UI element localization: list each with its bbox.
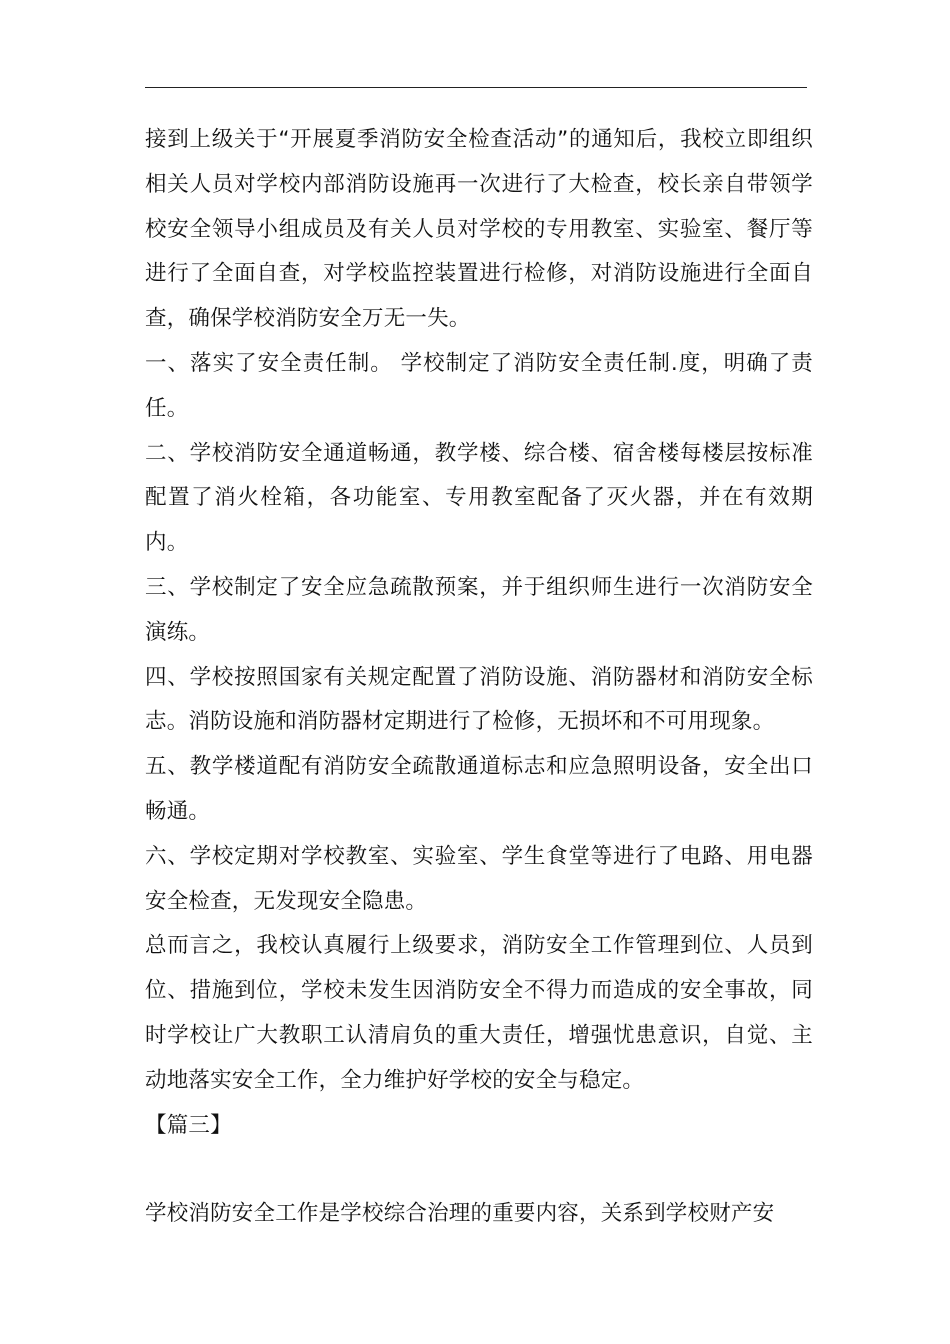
item-5-paragraph: 五、教学楼道配有消防安全疏散通道标志和应急照明设备，安全出口畅通。	[145, 754, 813, 824]
item-2-paragraph: 二、学校消防安全通道畅通，教学楼、综合楼、宿舍楼每楼层按标准配置了消火栓箱，各功能室、专用教室配备了灭火器，并在有效期内。	[145, 440, 813, 556]
document-body	[145, 118, 813, 1237]
item-3-paragraph: 三、学校制定了安全应急疏散预案，并于组织师生进行一次消防安全演练。	[145, 574, 813, 645]
item-6-paragraph: 六、学校定期对学校教室、实验室、学生食堂等进行了电路、用电器安全检查，无发现安全隐患。	[145, 843, 813, 914]
item-1-paragraph: 一、落实了安全责任制。 学校制定了消防安全责任制.度，明确了责任。	[145, 350, 813, 421]
intro-paragraph: 接到上级关于“开展夏季消防安全检查活动”的通知后，我校立即组织相关人员对学校内部消防设施再一次进行了大检查，校长亲自带领学校安全领导小组成员及有关人员对学校的专用教室、实验室、餐厅等进行了全面自查，对学校监控装置进行检修，对消防设施进行全面自查，确保学校消防安全万无一失。	[145, 127, 813, 332]
top-divider	[145, 87, 807, 88]
trailing-paragraph: 学校消防安全工作是学校综合治理的重要内容，关系到学校财产安	[145, 1201, 775, 1227]
section-heading: 【篇三】	[145, 1112, 232, 1138]
item-4-paragraph: 四、学校按照国家有关规定配置了消防设施、消防器材和消防安全标志。消防设施和消防器材定期进行了检修，无损坏和不可用现象。	[145, 664, 813, 735]
summary-paragraph: 总而言之，我校认真履行上级要求，消防安全工作管理到位、人员到位、措施到位，学校未发生因消防安全不得力而造成的安全事故，同时学校让广大教职工认清肩负的重大责任，增强忧患意识，自觉、主动地落实安全工作，全力维护好学校的安全与稳定。	[145, 933, 813, 1093]
